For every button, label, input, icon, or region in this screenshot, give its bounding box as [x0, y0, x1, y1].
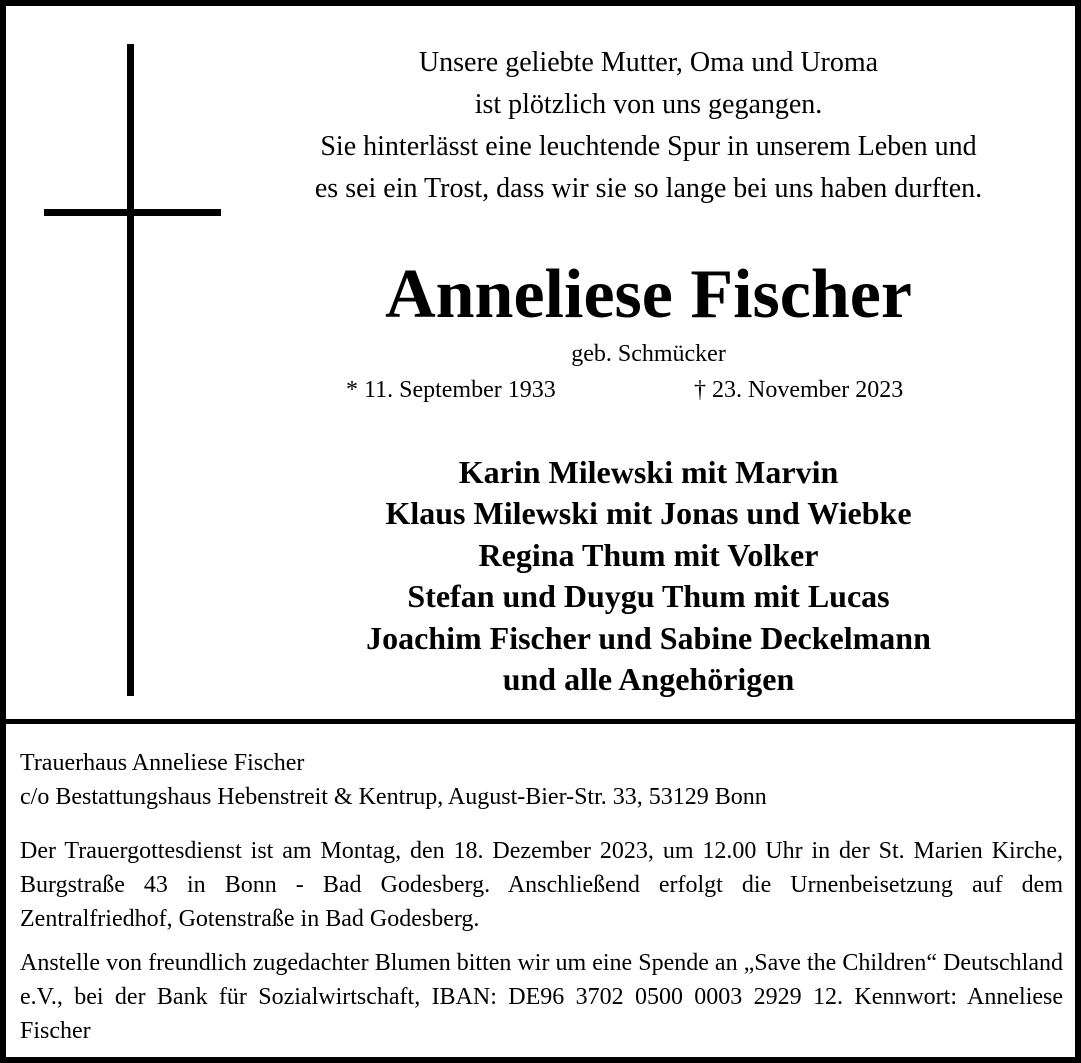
section-divider	[6, 719, 1075, 724]
mourning-house-address	[20, 746, 767, 814]
birth-name: geb. Schmücker	[571, 341, 726, 367]
death-date: † 23. November 2023	[694, 377, 904, 403]
deceased-name: Anneliese Fischer	[385, 256, 912, 333]
mourner-line: und alle Angehörigen	[502, 661, 795, 698]
cross-icon-horizontal-bar	[44, 209, 221, 216]
memorial-verse	[236, 42, 1061, 210]
mourners-list	[236, 452, 1061, 700]
verse-line: Unsere geliebte Mutter, Oma und Uroma	[418, 47, 879, 78]
donation-request: Anstelle von freundlich zugedachter Blumen bitten wir um eine Spende an „Save the Children“ Deutschland e.V., bei der Bank für Sozialwirtschaft, IBAN: DE96 3702 0500 0003 2929 12. Kennwort: Anneliese Fischer	[20, 950, 1063, 1044]
verse-line: Sie hinterlässt eine leuchtende Spur in unserem Leben und	[320, 131, 977, 162]
cross-icon-vertical-bar	[127, 44, 134, 696]
funeral-service-info: Der Trauergottesdienst ist am Montag, den 18. Dezember 2023, um 12.00 Uhr in der St. Marien Kirche, Burgstraße 43 in Bonn - Bad Godesberg. Anschließend erfolgt die Urnenbeisetzung auf dem Zentralfriedhof, Gotenstraße in Bad Godesberg.	[20, 838, 1063, 932]
mourner-line: Joachim Fischer und Sabine Deckelmann	[366, 619, 931, 656]
mourner-line: Karin Milewski mit Marvin	[458, 454, 839, 490]
address-line: Trauerhaus Anneliese Fischer	[20, 750, 305, 776]
address-line: c/o Bestattungshaus Hebenstreit & Kentrup, August-Bier-Str. 33, 53129 Bonn	[20, 784, 767, 810]
birth-date: * 11. September 1933	[346, 377, 556, 403]
verse-line: ist plötzlich von uns gegangen.	[474, 89, 823, 120]
mourner-line: Regina Thum mit Volker	[478, 536, 819, 573]
mourner-line: Stefan und Duygu Thum mit Lucas	[407, 578, 890, 615]
mourner-line: Klaus Milewski mit Jonas und Wiebke	[385, 495, 912, 532]
verse-line: es sei ein Trost, dass wir sie so lange bei uns haben durften.	[314, 173, 983, 204]
